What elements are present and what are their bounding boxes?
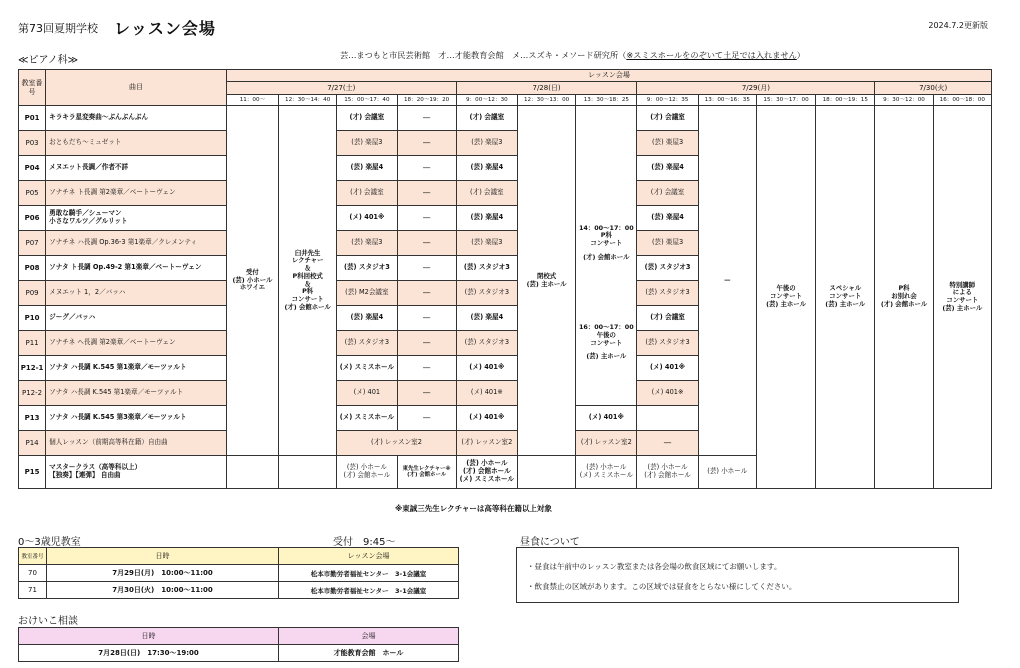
venue-cell: — xyxy=(397,181,456,206)
venue-cell: (芸) スタジオ3 xyxy=(337,256,397,281)
venue-cell: — xyxy=(397,356,456,381)
room-code: P07 xyxy=(19,231,46,256)
infant-reception: 受付 9:45～ xyxy=(333,537,396,548)
venue-cell: — xyxy=(397,306,456,331)
venue-cell: (芸) 楽屋3 xyxy=(637,231,698,256)
piece: メヌエット 1，2／バッハ xyxy=(46,281,227,306)
venue-cell: (メ) 401 xyxy=(337,381,397,406)
venue-cell: (芸) 楽屋4 xyxy=(456,306,517,331)
venue-cell: (芸) 小ホール (才) 会館ホール xyxy=(337,456,397,489)
piece: 勇敢な騎手／シューマン 小さなワルツ／グルリット xyxy=(46,206,227,231)
infant-venue: 松本市勤労者福祉センター 3-1会議室 xyxy=(279,582,459,599)
infant-title: 0～3歳児教室 xyxy=(18,537,81,548)
empty-cell xyxy=(517,456,575,489)
closing-ceremony-cell: 閉校式 (芸) 主ホール xyxy=(517,106,575,456)
venue-cell: — xyxy=(397,156,456,181)
farewell-cell: P科 お別れ会 (才) 会館ホール xyxy=(875,106,933,489)
lunch-box xyxy=(516,547,959,603)
consult-header-venue: 会場 xyxy=(279,628,459,645)
room-code: P12-2 xyxy=(19,381,46,406)
table-row xyxy=(19,582,459,599)
venue-cell: (芸) スタジオ3 xyxy=(456,256,517,281)
piece: ソナタ ト長調 Op.49-2 第1楽章／ベートーヴェン xyxy=(46,256,227,281)
venue-cell: (芸) 小ホール (才) 会館ホール (メ) スミスホール xyxy=(456,456,517,489)
consult-header-date: 日時 xyxy=(19,628,279,645)
piece: ソナタ ハ長調 K.545 第1楽章／モーツァルト xyxy=(46,356,227,381)
venue-cell: (芸) 楽屋3 xyxy=(456,231,517,256)
reception-cell: 受付 (芸) 小ホール ホワイエ xyxy=(226,106,278,456)
room-code: P03 xyxy=(19,131,46,156)
table-row xyxy=(19,565,459,582)
venue-cell: (才) 会議室 xyxy=(637,181,698,206)
venue-cell: (芸) スタジオ3 xyxy=(456,331,517,356)
venue-cell: (メ) 401※ xyxy=(637,381,698,406)
header-room-no: 教室番号 xyxy=(19,70,46,106)
department-label: ≪ピアノ科≫ xyxy=(18,55,79,66)
table-footnote: ※東誠三先生レクチャーは高等科在籍以上対象 xyxy=(395,504,552,513)
empty-cell xyxy=(226,456,278,489)
room-code: P06 xyxy=(19,206,46,231)
piece: キラキラ星変奏曲～ぶんぶんぶん xyxy=(46,106,227,131)
infant-date: 7月30日(火) 10:00～11:00 xyxy=(47,582,279,599)
room-code: P13 xyxy=(19,406,46,431)
room-code: P01 xyxy=(19,106,46,131)
venue-cell: — xyxy=(397,206,456,231)
venue-cell: (芸) 楽屋4 xyxy=(337,306,397,331)
venue-cell: (才) 会議室 xyxy=(456,181,517,206)
concert-1600-cell: 16：00～17：00 午後の コンサート (芸) 主ホール xyxy=(576,281,637,406)
afternoon-concert-cell: 午後の コンサート (芸) 主ホール xyxy=(756,106,815,489)
piece: ソナタ ハ長調 K.545 第1楽章／モーツァルト xyxy=(46,381,227,406)
time-slot: 11：00～ xyxy=(226,95,278,106)
infant-venue: 松本市勤労者福祉センター 3-1会議室 xyxy=(279,565,459,582)
room-code: P05 xyxy=(19,181,46,206)
lunch-title: 昼食について xyxy=(520,537,580,548)
day-0727: 7/27(土) xyxy=(226,82,456,95)
venue-cell: (芸) 楽屋3 xyxy=(637,131,698,156)
venue-cell: (メ) 401※ xyxy=(337,206,397,231)
infant-no: 70 xyxy=(19,565,47,582)
infant-table xyxy=(18,547,459,599)
venue-cell: — xyxy=(637,431,698,456)
venue-cell: (才) レッスン室2 xyxy=(576,431,637,456)
time-slot: 13：00～16：35 xyxy=(698,95,756,106)
time-slot: 9：00～12：35 xyxy=(637,95,698,106)
room-code: P09 xyxy=(19,281,46,306)
venue-cell: — xyxy=(397,231,456,256)
venue-cell: (芸) スタジオ3 xyxy=(337,331,397,356)
guest-concert-cell: 特別講師 による コンサート (芸) 主ホール xyxy=(933,106,991,489)
venue-cell: — xyxy=(397,281,456,306)
venue-legend: 芸…まつもと市民芸術館 才…才能教育会館 メ…スズキ・メソード研究所（※スミスホールをのぞいて土足では入れません） xyxy=(340,50,805,60)
infant-header-date: 日時 xyxy=(47,548,279,565)
day-0729: 7/29(月) xyxy=(637,82,875,95)
piece: ソナチネ ト長調 第2楽章／ベートーヴェン xyxy=(46,181,227,206)
venue-cell: (芸) 楽屋3 xyxy=(337,131,397,156)
venue-cell: (芸) 楽屋4 xyxy=(456,206,517,231)
piece: メヌエット長調／作者不詳 xyxy=(46,156,227,181)
room-code: P10 xyxy=(19,306,46,331)
venue-cell: (メ) 401※ xyxy=(576,406,637,431)
room-code: P08 xyxy=(19,256,46,281)
consult-date: 7月28日(日) 17:30～19:00 xyxy=(19,645,279,662)
school-label: 第73回夏期学校 xyxy=(18,22,98,35)
schedule-table xyxy=(18,69,992,489)
piece: マスタークラス（高等科以上） 【独奏】【連弾】 自由曲 xyxy=(46,456,227,489)
lunch-line-1: ・昼食は午前中のレッスン教室または各会場の飲食区域にてお願いします。 xyxy=(527,562,782,571)
lecture-cell: 臼井先生 レクチャー ＆ P科回校式 ＆ P科 コンサート (才) 会館ホール xyxy=(279,106,337,456)
time-slot: 16：00～18：00 xyxy=(933,95,991,106)
page-title: レッスン会場 xyxy=(114,19,216,38)
venue-cell: (芸) M2会議室 xyxy=(337,281,397,306)
piece: ソナチネ ハ長調 Op.36-3 第1楽章／クレメンティ xyxy=(46,231,227,256)
day-0728: 7/28(日) xyxy=(456,82,637,95)
venue-cell: (才) 会議室 xyxy=(337,106,397,131)
piece: 個人レッスン（前期高等科在籍）自由曲 xyxy=(46,431,227,456)
venue-cell: (メ) 401※ xyxy=(456,381,517,406)
venue-cell: (芸) 小ホール (メ) スミスホール xyxy=(576,456,637,489)
dash-0729-cell: — xyxy=(698,106,756,456)
consult-table xyxy=(18,627,459,662)
concert-1400-cell: 14：00～17：00 P科 コンサート (才) 会館ホール xyxy=(576,206,637,281)
piece: ソナチネ ヘ長調 第2楽章／ベートーヴェン xyxy=(46,331,227,356)
spacer-cell xyxy=(576,106,637,206)
consult-venue: 才能教育会館 ホール xyxy=(279,645,459,662)
lunch-line-2: ・飲食禁止の区域があります。この区域では昼食をとらない様にしてください。 xyxy=(527,582,797,591)
venue-cell: — xyxy=(397,331,456,356)
venue-cell: (才) 会議室 xyxy=(637,106,698,131)
time-slot: 9：30～12：00 xyxy=(875,95,933,106)
header-lesson-venue: レッスン会場 xyxy=(226,70,991,82)
venue-cell: 東先生レクチャー※ (才) 会館ホール xyxy=(397,456,456,489)
venue-cell: (芸) スタジオ3 xyxy=(456,281,517,306)
time-slot: 18：00～19：15 xyxy=(816,95,875,106)
venue-cell: (芸) 楽屋4 xyxy=(337,156,397,181)
venue-cell: (芸) 小ホール xyxy=(698,456,756,489)
venue-cell: (才) 会議室 xyxy=(637,306,698,331)
room-code: P15 xyxy=(19,456,46,489)
venue-cell: — xyxy=(397,406,456,431)
room-code: P04 xyxy=(19,156,46,181)
time-slot: 15：30～17：00 xyxy=(756,95,815,106)
piece: おともだち～ミュゼット xyxy=(46,131,227,156)
venue-cell: (才) 会議室 xyxy=(337,181,397,206)
venue-cell: (メ) 401※ xyxy=(637,356,698,381)
venue-cell: (芸) 楽屋3 xyxy=(337,231,397,256)
room-code: P12-1 xyxy=(19,356,46,381)
venue-cell: — xyxy=(397,131,456,156)
venue-cell: (芸) 小ホール (才) 会館ホール xyxy=(637,456,698,489)
venue-cell: (芸) 楽屋4 xyxy=(456,156,517,181)
venue-cell: (芸) 楽屋4 xyxy=(637,156,698,181)
piece: ソナタ ハ長調 K.545 第3楽章／モーツァルト xyxy=(46,406,227,431)
venue-cell: — xyxy=(397,106,456,131)
table-row xyxy=(19,645,459,662)
time-slot: 15：00～17：40 xyxy=(337,95,397,106)
updated-date: 2024.7.2更新版 xyxy=(928,21,988,30)
consult-title: おけいこ相談 xyxy=(18,616,78,627)
time-slot: 18：20～19：20 xyxy=(397,95,456,106)
time-slot: 12：30～14：40 xyxy=(279,95,337,106)
venue-cell: (メ) スミスホール xyxy=(337,406,397,431)
venue-cell: (メ) 401※ xyxy=(456,356,517,381)
venue-cell: (メ) スミスホール xyxy=(337,356,397,381)
room-code: P14 xyxy=(19,431,46,456)
empty-cell xyxy=(279,456,337,489)
venue-cell: (芸) 楽屋3 xyxy=(456,131,517,156)
venue-cell: (芸) 楽屋4 xyxy=(637,206,698,231)
infant-date: 7月29日(月) 10:00～11:00 xyxy=(47,565,279,582)
venue-cell: (才) 会議室 xyxy=(456,106,517,131)
header-piece: 曲目 xyxy=(46,70,227,106)
day-0730: 7/30(火) xyxy=(875,82,992,95)
infant-header-venue: レッスン会場 xyxy=(279,548,459,565)
venue-cell: (芸) スタジオ3 xyxy=(637,256,698,281)
infant-header-no: 教室番号 xyxy=(19,548,47,565)
room-code: P11 xyxy=(19,331,46,356)
table-row xyxy=(19,106,992,131)
time-slot: 9：00～12：30 xyxy=(456,95,517,106)
special-concert-cell: スペシャル コンサート (芸) 主ホール xyxy=(816,106,875,489)
venue-cell: (才) レッスン室2 xyxy=(337,431,456,456)
venue-cell: (才) レッスン室2 xyxy=(456,431,517,456)
venue-cell: (芸) スタジオ3 xyxy=(637,331,698,356)
venue-cell: (芸) スタジオ3 xyxy=(637,281,698,306)
piece: ジーグ／バッハ xyxy=(46,306,227,331)
venue-cell: (メ) 401※ xyxy=(456,406,517,431)
time-slot: 12：30～13：00 xyxy=(517,95,575,106)
time-slot: 13：30～18：25 xyxy=(576,95,637,106)
venue-cell: — xyxy=(397,256,456,281)
infant-no: 71 xyxy=(19,582,47,599)
venue-cell: — xyxy=(397,381,456,406)
